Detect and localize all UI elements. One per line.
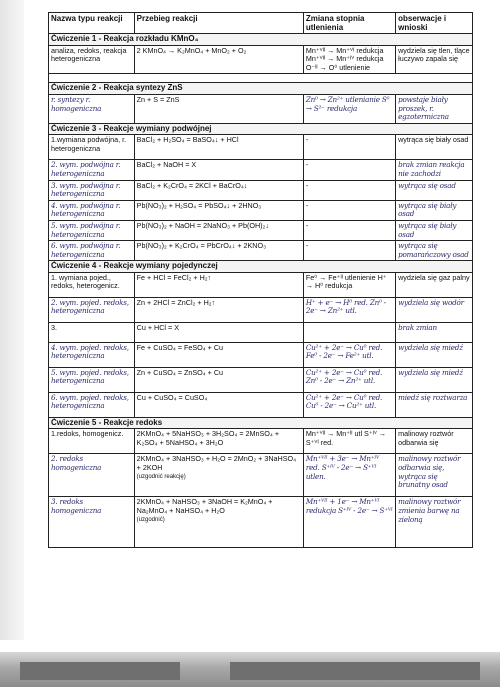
oxidation-change-cell: Mn⁺ⱽᴵᴵ → Mn⁺ⱽᴵ redukcja Mn⁺ⱽᴵᴵ → Mn⁺ᴵⱽ redukcja O⁻ᴵᴵ → O⁰ utlenienie [303,45,395,74]
section-2-title: Ćwiczenie 2 - Reakcja syntezy ZnS [49,83,473,95]
header-oxidation-change: Zmiana stopnia utlenienia [303,13,395,34]
reaction-type-cell: 1. wymiana pojed., redoks, heterogenicz. [49,272,135,297]
reaction-equation-cell: 2KMnO₄ + 5NaHSO₃ + 3H₂SO₄ = 2MnSO₄ + K₂SO₄ + 5NaHSO₄ + 3H₂O [134,429,303,454]
section-5-title-row [49,417,473,429]
reaction-equation-cell: Fe + CuSO₄ = FeSO₄ + Cu [134,342,303,367]
section-4-title-row [49,261,473,273]
section-1-title: Ćwiczenie 1 - Reakcja rozkładu KMnO₄ [49,34,473,46]
observation-cell: wydziela się miedź [396,342,473,367]
table-row [49,454,473,497]
table-row [49,429,473,454]
oxidation-change-cell: - [303,180,395,200]
observation-cell: brak zmian reakcja nie zachodzi [396,160,473,180]
observation-cell: miedź się roztwarza [396,392,473,417]
table-row [49,94,473,123]
reaction-type-cell: 6. wym. podwójna r. heterogeniczna [49,241,135,261]
reaction-type-cell: 3. [49,322,135,342]
table-row [49,497,473,548]
reaction-type-cell: 6. wym. pojed. redoks, heterogeniczna [49,392,135,417]
table-row [49,322,473,342]
reaction-equation-cell: Cu + HCl = X [134,322,303,342]
oxidation-change-cell: - [303,160,395,180]
reaction-type-cell: 4. wym. podwójna r. heterogeniczna [49,200,135,220]
observation-cell: wytrąca się biały osad [396,135,473,160]
reaction-type-cell: 3. wym. podwójna r. heterogeniczna [49,180,135,200]
observation-cell: wydziela się wodór [396,297,473,322]
table-header-row [49,13,473,34]
oxidation-change-cell: - [303,241,395,261]
table-row [49,367,473,392]
section-5-title: Ćwiczenie 5 - Reakcje redoks [49,417,473,429]
reaction-equation-cell: BaCl₂ + H₂SO₄ = BaSO₄↓ + HCl [134,135,303,160]
oxidation-change-cell: - [303,200,395,220]
oxidation-change-cell: Cu²⁺ + 2e⁻ → Cu⁰ red. Zn⁰ - 2e⁻ → Zn²⁺ utl. [303,367,395,392]
header-observations: obserwacje i wnioski [396,13,473,34]
table-row [49,392,473,417]
oxidation-change-cell: H⁺ + e⁻ → H⁰ red. Zn⁰ - 2e⁻ → Zn²⁺ utl. [303,297,395,322]
scan-edge-shadow [0,0,24,640]
section-3-title: Ćwiczenie 3 - Reakcje wymiany podwójnej [49,123,473,135]
reaction-type-cell: 2. redoks homogeniczna [49,454,135,497]
observation-cell: wydziela się gaz palny [396,272,473,297]
table-row [49,135,473,160]
table-row [49,180,473,200]
observation-cell: wytrąca się biały osad [396,220,473,240]
equation-note: (uzgodnić reakcję) [136,473,186,480]
scanner-band [20,662,180,680]
oxidation-change-cell: Mn⁺ⱽᴵᴵ + 1e⁻ → Mn⁺ⱽᴵ redukcja S⁺ᴵⱽ - 2e⁻ → S⁺ⱽᴵ [303,497,395,548]
oxidation-change-cell: - [303,220,395,240]
reaction-type-cell: 3. redoks homogeniczna [49,497,135,548]
equation-note: (uzgodnić) [136,516,165,523]
section-2-title-row [49,83,473,95]
reaction-equation-cell: Pb(NO₃)₂ + NaOH = 2NaNO₃ + Pb(OH)₂↓ [134,220,303,240]
section-4-title: Ćwiczenie 4 - Reakcje wymiany pojedynczej [49,261,473,273]
table-row [49,160,473,180]
table-row [49,45,473,74]
reaction-equation-cell: 2 KMnO₄ → K₂MnO₄ + MnO₂ + O₂ [134,45,303,74]
section-3-title-row [49,123,473,135]
reaction-type-cell: 5. wym. podwójna r. heterogeniczna [49,220,135,240]
oxidation-change-cell: Cu²⁺ + 2e⁻ → Cu⁰ red. Cu⁰ - 2e⁻ → Cu²⁺ utl. [303,392,395,417]
observation-cell: malinowy roztwór odbarwia się [396,429,473,454]
oxidation-change-cell: Cu²⁺ + 2e⁻ → Cu⁰ red. Fe⁰ - 2e⁻ → Fe²⁺ utl. [303,342,395,367]
reaction-equation-text: 2KMnO₄ + NaHSO₃ + 3NaOH = K₂MnO₄ + Na₂MnO₄ + NaHSO₄ + H₂O [136,497,273,516]
scanner-bottom-strip [0,652,500,687]
observation-cell: wytrąca się pomarańczowy osad [396,241,473,261]
oxidation-change-cell: Fe⁰ → Fe⁺ᴵᴵ utlenienie H⁺ → H⁰ redukcja [303,272,395,297]
lab-report-table [48,12,473,548]
oxidation-change-cell: - [303,135,395,160]
reaction-type-cell: 1.redoks, homogenicz. [49,429,135,454]
table-row [49,342,473,367]
observation-cell: malinowy roztwór odbarwia się, wytrąca się brunatny osad [396,454,473,497]
reaction-equation-cell: Zn + 2HCl = ZnCl₂ + H₂↑ [134,297,303,322]
reaction-type-cell: 1.wymiana podwójna, r. heterogeniczna [49,135,135,160]
observation-cell: brak zmian [396,322,473,342]
reaction-equation-cell: Zn + CuSO₄ = ZnSO₄ + Cu [134,367,303,392]
reaction-type-cell: 5. wym. pojed. redoks, heterogeniczna [49,367,135,392]
oxidation-change-cell: Mn⁺ⱽᴵᴵ + 3e⁻ → Mn⁺ᴵⱽ red. S⁺ᴵⱽ - 2e⁻ → S⁺ⱽᴵ utlen. [303,454,395,497]
table-row [49,200,473,220]
observation-cell: wytrąca się osad [396,180,473,200]
reaction-equation-cell [134,497,303,548]
reaction-type-cell: analiza, redoks, reakcja heterogeniczna [49,45,135,74]
reaction-type-cell: 2. wym. podwójna r. heterogeniczna [49,160,135,180]
header-reaction-type: Nazwa typu reakcji [49,13,135,34]
table-row [49,220,473,240]
observation-cell: wydziela się miedź [396,367,473,392]
spacer-row [49,74,473,83]
table-row [49,297,473,322]
observation-cell: powstaje biały proszek, r. egzotermiczna [396,94,473,123]
observation-cell: wydziela się tlen, tlące łuczywo zapala się [396,45,473,74]
oxidation-change-cell: Zn⁰ → Zn²⁺ utlenianie S⁰ → S²⁻ redukcja [303,94,395,123]
table-row [49,272,473,297]
reaction-equation-text: 2KMnO₄ + 3NaHSO₃ + H₂O = 2MnO₂ + 3NaHSO₄ + 2KOH [136,454,297,473]
reaction-type-cell: 2. wym. pojed. redoks, heterogeniczna [49,297,135,322]
reaction-equation-cell: BaCl₂ + K₂CrO₄ = 2KCl + BaCrO₄↓ [134,180,303,200]
observation-cell: malinowy roztwór zmienia barwę na zieloną [396,497,473,548]
reaction-equation-cell: Zn + S = ZnS [134,94,303,123]
scanner-band [230,662,480,680]
reaction-type-cell: r. syntezy r. homogeniczna [49,94,135,123]
oxidation-change-cell [303,322,395,342]
table-row [49,241,473,261]
reaction-equation-cell: Fe + HCl = FeCl₂ + H₂↑ [134,272,303,297]
header-reaction-course: Przebieg reakcji [134,13,303,34]
reaction-equation-cell: Cu + CuSO₄ = CuSO₄ [134,392,303,417]
reaction-equation-cell: Pb(NO₃)₂ + K₂CrO₄ = PbCrO₄↓ + 2KNO₃ [134,241,303,261]
reaction-equation-cell: Pb(NO₃)₂ + H₂SO₄ = PbSO₄↓ + 2HNO₃ [134,200,303,220]
observation-cell: wytrąca się biały osad [396,200,473,220]
section-1-title-row [49,34,473,46]
oxidation-change-cell: Mn⁺ⱽᴵᴵ → Mn⁺ᴵᴵ utl S⁺ᴵⱽ → S⁺ⱽᴵ red. [303,429,395,454]
reaction-equation-cell [134,454,303,497]
reaction-type-cell: 4. wym. pojed. redoks, heterogeniczna [49,342,135,367]
reaction-equation-cell: BaCl₂ + NaOH = X [134,160,303,180]
